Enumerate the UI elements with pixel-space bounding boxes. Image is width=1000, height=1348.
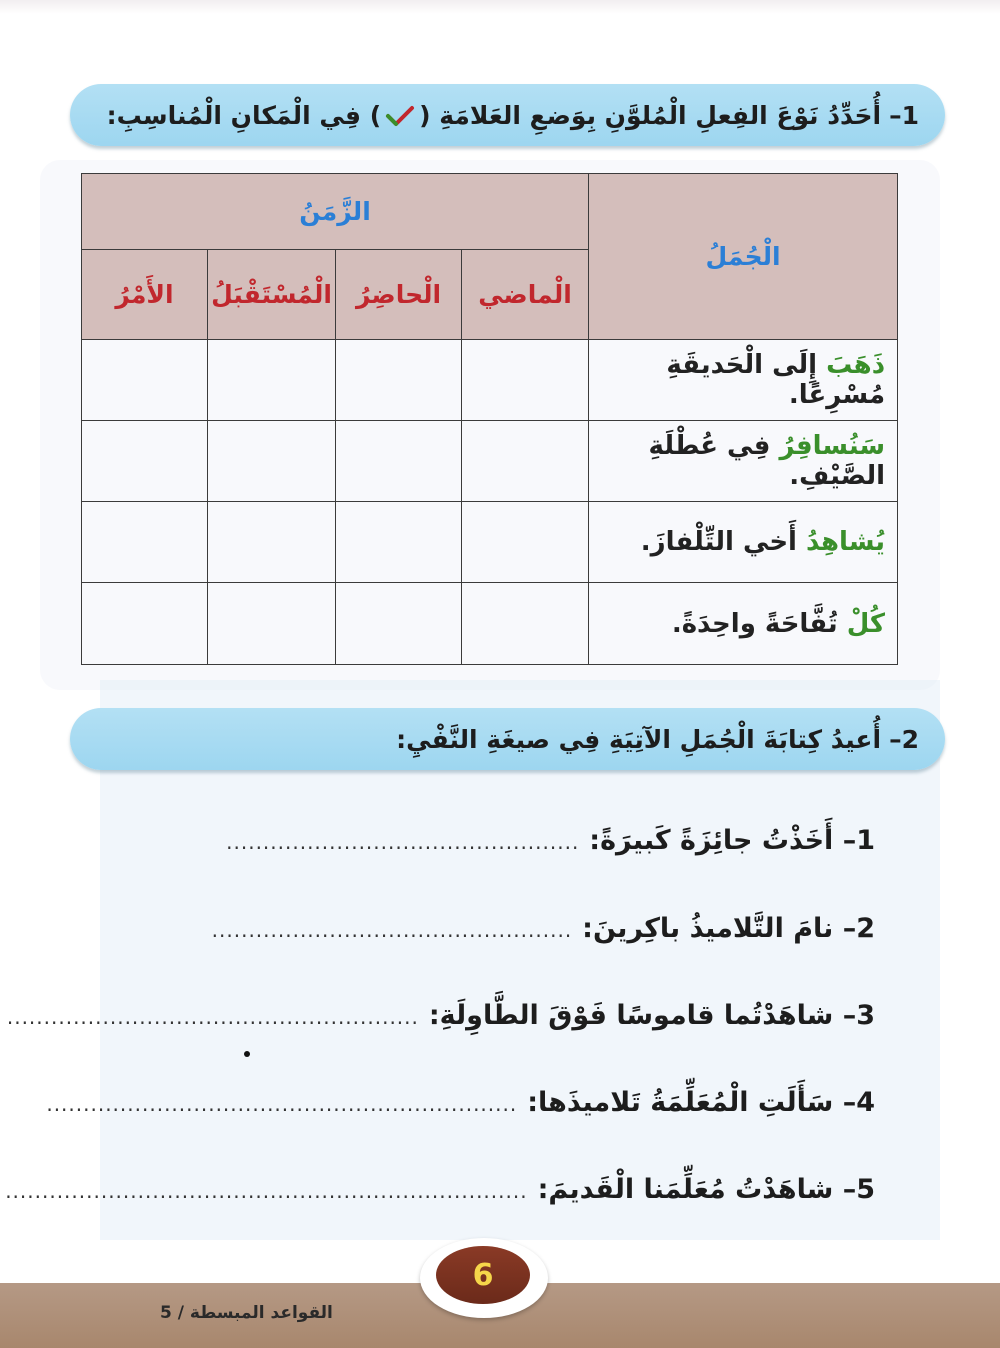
item-text: شاهَدْتُما قاموسًا فَوْقَ الطَّاوِلَةِ: <box>428 1000 834 1031</box>
list-item <box>5 1174 875 1205</box>
answer-cell-future[interactable] <box>208 583 336 665</box>
answer-cell-imperative[interactable] <box>82 340 208 421</box>
checkmark-icon <box>385 104 415 126</box>
item-number: 2– <box>842 913 875 944</box>
answer-line[interactable]: ................................................. <box>211 918 573 942</box>
answer-cell-present[interactable] <box>336 583 462 665</box>
exercise-2-banner <box>70 708 945 770</box>
table-header-row-1 <box>82 174 898 250</box>
page-top-edge <box>0 0 1000 14</box>
header-future: الْمُسْتَقْبَلُ <box>208 250 336 340</box>
page-number: 6 <box>436 1246 530 1304</box>
answer-cell-imperative[interactable] <box>82 502 208 583</box>
sentence-cell <box>589 502 898 583</box>
answer-cell-past[interactable] <box>462 502 589 583</box>
sentence-rest: إِلَى الْحَديقَةِ مُسْرِعًا. <box>666 350 886 410</box>
answer-line[interactable]: ................................................................ <box>46 1092 518 1116</box>
answer-cell-future[interactable] <box>208 502 336 583</box>
answer-cell-imperative[interactable] <box>82 583 208 665</box>
exercise-1-instruction-start: أُحَدِّدُ نَوْعَ الفِعلِ الْمُلوَّنِ بِوَضعِ العَلامَةِ ( <box>419 100 882 130</box>
answer-cell-future[interactable] <box>208 340 336 421</box>
colored-verb: ذَهَبَ <box>826 350 886 380</box>
colored-verb: كُلْ <box>846 608 886 639</box>
item-text: سَأَلَتِ الْمُعَلِّمَةُ تَلاميذَها: <box>527 1087 834 1118</box>
header-sentences: الْجُمَلُ <box>589 174 898 340</box>
exercise-1-banner <box>70 84 945 146</box>
answer-cell-present[interactable] <box>336 340 462 421</box>
answer-line[interactable]: ........................................................ <box>6 1005 419 1029</box>
answer-cell-past[interactable] <box>462 340 589 421</box>
item-number: 1– <box>842 825 875 856</box>
sentence-rest: أَخي التِّلْفازَ. <box>640 527 807 557</box>
exercise-2-number: 2– <box>889 724 919 754</box>
colored-verb: يُشاهِدُ <box>806 527 886 557</box>
stray-dot <box>244 1051 250 1057</box>
answer-cell-present[interactable] <box>336 502 462 583</box>
colored-verb: سَنُسافِرُ <box>779 431 886 461</box>
table-row <box>82 502 898 583</box>
item-text: شاهَدْتُ مُعَلِّمَنا الْقَديمَ: <box>537 1174 834 1205</box>
list-item <box>7 1000 875 1031</box>
answer-cell-future[interactable] <box>208 421 336 502</box>
header-tense-group: الزَّمَنُ <box>82 174 589 250</box>
answer-cell-present[interactable] <box>336 421 462 502</box>
book-title: القواعد المبسطة / 5 <box>160 1303 333 1323</box>
list-item <box>226 825 875 856</box>
item-number: 4– <box>842 1087 875 1118</box>
exercise-2-instruction: أُعيدُ كِتابَةَ الْجُمَلِ الآتِيَةِ فِي صيغَةِ النَّفْيِ: <box>396 724 882 754</box>
item-text: نامَ التَّلاميذُ باكِرينَ: <box>582 913 834 944</box>
exercise-1-instruction-end: ) فِي الْمَكانِ الْمُناسِبِ: <box>106 100 382 130</box>
header-present: الْحاضِرُ <box>336 250 462 340</box>
sentence-cell <box>589 421 898 502</box>
answer-cell-past[interactable] <box>462 583 589 665</box>
table-row <box>82 421 898 502</box>
list-item <box>46 1087 875 1118</box>
sentence-rest: فِي عُطْلَةِ الصَّيْفِ. <box>648 431 886 491</box>
exercise-1-number: 1– <box>889 100 919 130</box>
sentence-cell <box>589 583 898 665</box>
item-text: أَخَذْتُ جائِزَةً كَبيرَةً: <box>589 825 834 856</box>
table-row <box>82 340 898 421</box>
answer-line[interactable]: ....................................................................... <box>5 1179 528 1203</box>
answer-cell-past[interactable] <box>462 421 589 502</box>
table-row <box>82 583 898 665</box>
sentence-rest: تُفَّاحَةً واحِدَةً. <box>671 608 847 639</box>
sentence-cell <box>589 340 898 421</box>
answer-cell-imperative[interactable] <box>82 421 208 502</box>
header-past: الْماضي <box>462 250 589 340</box>
item-number: 5– <box>842 1174 875 1205</box>
list-item <box>212 913 875 944</box>
answer-line[interactable]: ................................................ <box>226 830 580 854</box>
item-number: 3– <box>842 1000 875 1031</box>
header-imperative: الأَمْرُ <box>82 250 208 340</box>
tense-table <box>81 173 898 665</box>
